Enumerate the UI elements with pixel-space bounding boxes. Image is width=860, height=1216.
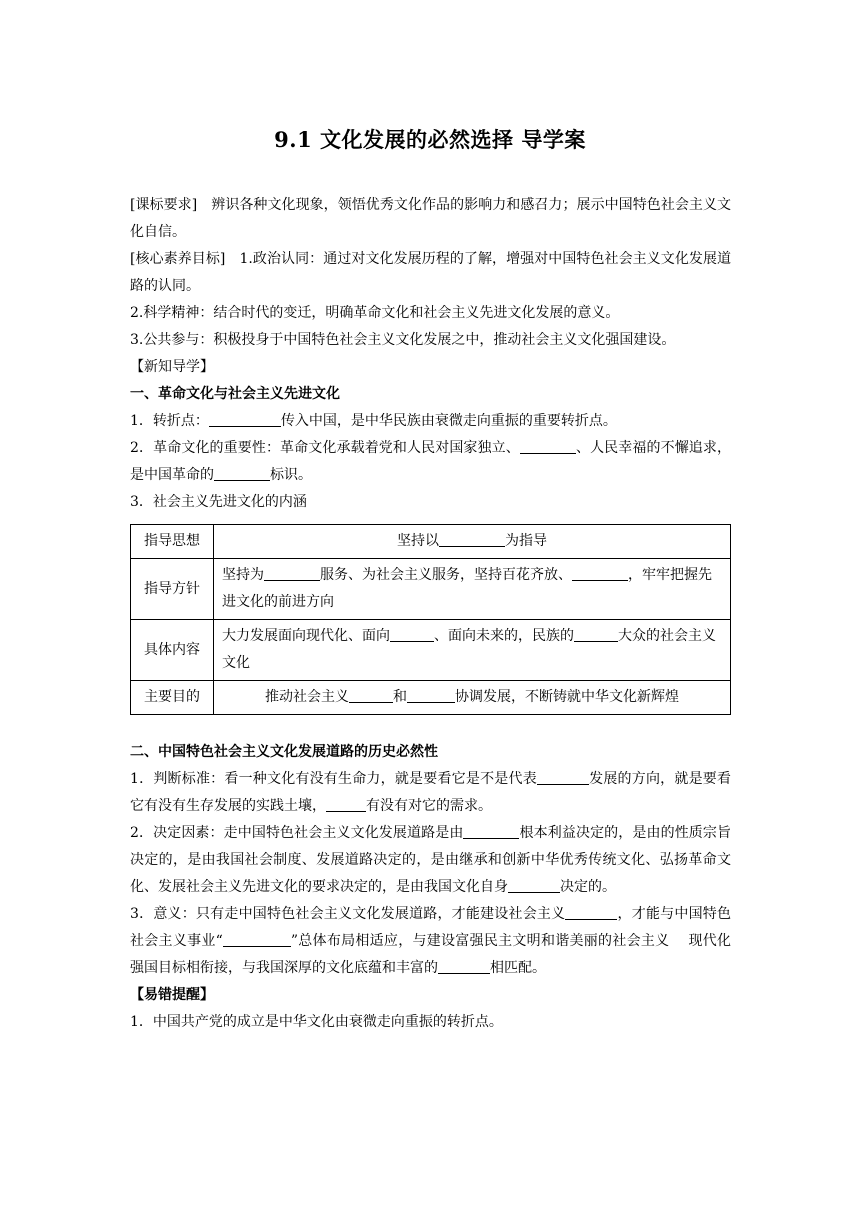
core-competency-2: 2.科学精神：结合时代的变迁，明确革命文化和社会主义先进文化发展的意义。 (130, 305, 620, 321)
fill-blank[interactable] (407, 687, 455, 703)
core-competency-1 (130, 246, 731, 300)
row-value (214, 681, 731, 715)
fill-blank[interactable] (439, 531, 505, 547)
page-title: 9.1 文化发展的必然选择 导学案 (274, 127, 586, 152)
table-row (131, 559, 731, 620)
fill-blank[interactable] (349, 687, 393, 703)
section2-item3 (130, 901, 731, 982)
text-fragment: 1．转折点： (130, 413, 209, 429)
fill-blank[interactable] (572, 565, 628, 581)
text-fragment: 根本利益决定的，是由的性质宗旨决定的，是由我国社会制度、发展道路决定的，是由继承和创新中华优秀传统文化、弘扬革命文化、发展社会主义先进文化的要求决定的，是由我国文化自身 (130, 825, 732, 895)
row-key: 指导思想 (131, 525, 214, 559)
fill-blank[interactable] (520, 438, 576, 454)
section1-item1 (130, 408, 731, 435)
row-value (214, 525, 731, 559)
curriculum-label: [课标要求] (130, 197, 198, 213)
text-fragment: 有没有对它的需求。 (366, 798, 492, 814)
table-row (131, 681, 731, 715)
fill-blank[interactable] (565, 904, 617, 920)
text-fragment: ，牢牢把握先进文化的前进方向 (222, 567, 712, 610)
row-key: 指导方针 (131, 559, 214, 620)
text-fragment: ”总体布局相适应，与建设富强民主文明和谐美丽的社会主义 现代化强国目标相衔接，与我国深厚的文化底蕴和丰富的 (130, 933, 731, 976)
curriculum-requirement (130, 192, 731, 246)
text-fragment: 1．判断标准：看一种文化有没有生命力，就是要看它是不是代表 (130, 771, 537, 787)
row-key: 具体内容 (131, 620, 214, 681)
text-fragment: 服务、为社会主义服务，坚持百花齐放、 (320, 567, 572, 583)
fill-blank[interactable] (574, 626, 618, 642)
fill-blank[interactable] (463, 823, 519, 839)
fill-blank[interactable] (326, 796, 366, 812)
text-fragment: 推动社会主义 (265, 689, 349, 705)
core-competency-label: [核心素养目标] (130, 251, 226, 267)
text-fragment: 、面向未来的，民族的 (434, 628, 574, 644)
table-row (131, 525, 731, 559)
row-value (214, 620, 731, 681)
row-key: 主要目的 (131, 681, 214, 715)
fill-blank[interactable] (264, 565, 320, 581)
section1-item2 (130, 435, 731, 489)
fill-blank[interactable] (209, 411, 281, 427)
text-fragment: 和 (393, 689, 407, 705)
text-fragment: 大众的社会主义文化 (222, 628, 716, 671)
section1-item3: 3．社会主义先进文化的内涵 (130, 494, 307, 510)
common-errors-item1: 1．中国共产党的成立是中华文化由衰微走向重振的转折点。 (130, 1014, 503, 1030)
text-fragment: 决定的。 (560, 879, 616, 895)
text-fragment: 为指导 (505, 533, 547, 549)
advanced-culture-table (130, 524, 731, 715)
text-fragment: 发展的方向，就是要看它有没有生存发展的实践土壤， (130, 771, 732, 814)
new-knowledge-heading: 【新知导学】 (130, 359, 214, 375)
fill-blank[interactable] (537, 769, 589, 785)
fill-blank[interactable] (508, 877, 560, 893)
text-fragment: 2．革命文化的重要性：革命文化承载着党和人民对国家独立、 (130, 440, 520, 456)
text-fragment: 坚持为 (222, 567, 264, 583)
fill-blank[interactable] (223, 931, 291, 947)
document-body (130, 192, 731, 1036)
table-row (131, 620, 731, 681)
curriculum-text: 辨识各种文化现象，领悟优秀文化作品的影响力和感召力；展示中国特色社会主义文化自信。 (130, 197, 732, 240)
text-fragment: ，才能与中国特色社会主义事业“ (130, 906, 732, 949)
text-fragment: 大力发展面向现代化、面向 (222, 628, 390, 644)
section1-heading: 一、革命文化与社会主义先进文化 (130, 386, 340, 402)
text-fragment: 协调发展，不断铸就中华文化新辉煌 (455, 689, 679, 705)
text-fragment: 坚持以 (397, 533, 439, 549)
text-fragment: 2．决定因素：走中国特色社会主义文化发展道路是由 (130, 825, 464, 841)
section2-item2 (130, 820, 731, 901)
section2-heading: 二、中国特色社会主义文化发展道路的历史必然性 (130, 744, 438, 760)
fill-blank[interactable] (390, 626, 434, 642)
fill-blank[interactable] (214, 465, 270, 481)
text-fragment: 标识。 (270, 467, 312, 483)
row-value (214, 559, 731, 620)
section2-item1 (130, 766, 731, 820)
text-fragment: 、人民幸福的不懈追求，是中国革命的 (130, 440, 732, 483)
core-competency-text-1: 1.政治认同：通过对文化发展历程的了解，增强对中国特色社会主义文化发展道路的认同。 (130, 251, 732, 294)
core-competency-3: 3.公共参与：积极投身于中国特色社会主义文化发展之中，推动社会主义文化强国建设。 (130, 332, 676, 348)
fill-blank[interactable] (438, 958, 490, 974)
text-fragment: 3．意义：只有走中国特色社会主义文化发展道路，才能建设社会主义 (130, 906, 566, 922)
text-fragment: 传入中国，是中华民族由衰微走向重振的重要转折点。 (280, 413, 617, 429)
text-fragment: 相匹配。 (490, 960, 546, 976)
common-errors-heading: 【易错提醒】 (130, 987, 214, 1003)
